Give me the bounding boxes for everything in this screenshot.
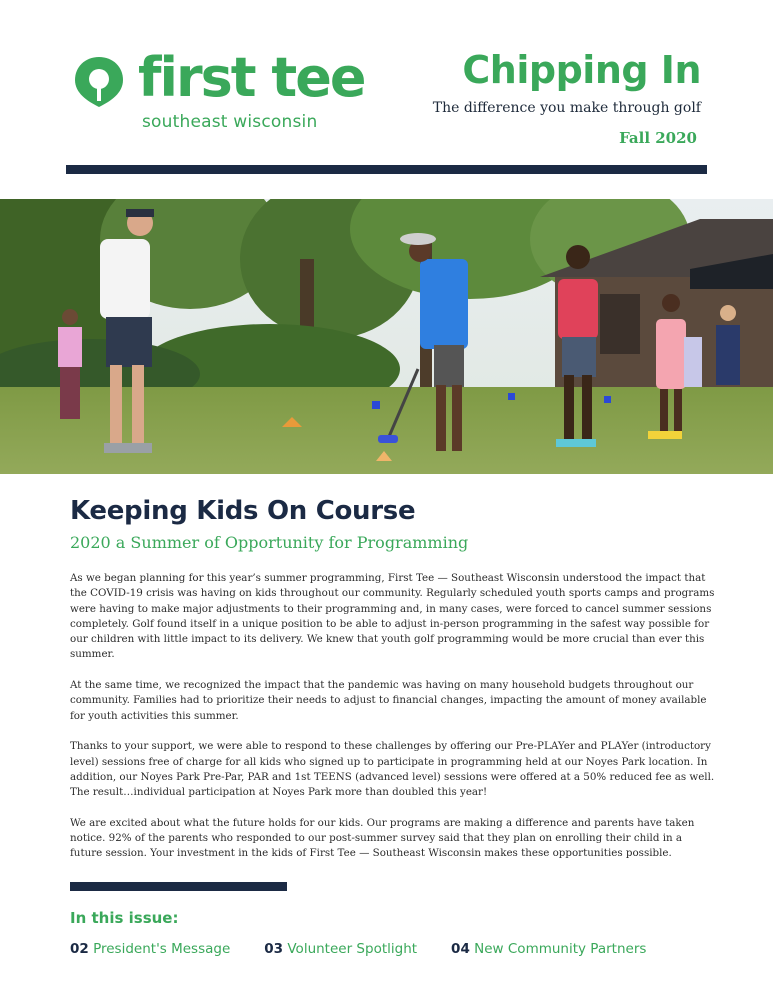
in-this-issue-list [70, 941, 680, 957]
article-paragraph: As we began planning for this year’s summer programming, First Tee — Southeast Wisconsin understood the impact that the COVID-19 crisis was having on kids throughout our community. Regularly scheduled youth sports camps and programs were having to make major adjustments to their programming and, in many cases, were forced to cancel summer sessions completely. Golf found itself in a unique position to be able to adjust in-person programming in the safest way possible for our children with little impact to its delivery. We knew that youth golf programming would be more crucial than ever this summer. [70, 572, 715, 661]
pin-flag-icon [74, 56, 124, 108]
issue-date: Fall 2020 [619, 129, 697, 147]
article-paragraph: We are excited about what the future holds for our kids. Our programs are making a difference and parents have taken notice. 92% of the parents who responded to our post-summer survey said that they plan on enrolling their child in a future session. Your investment in the kids of First Tee — Southeast Wisconsin makes these opportunities possible. [70, 816, 695, 860]
issue-page-number: 03 [264, 941, 284, 957]
issue-label: President's Message [93, 941, 231, 957]
logo-subline: southeast wisconsin [142, 112, 318, 132]
article-paragraph: Thanks to your support, we were able to respond to these challenges by offering our Pre-PLAYer and PLAYer (introductory level) sessions free of charge for all kids who signed up to participate in programming held at our Noyes Park location. In addition, our Noyes Park Pre-Par, PAR and 1st TEENS (advanced level) sessions were offered at a 50% reduced fee as well. The result…individual participation at Noyes Park more than doubled this year! [70, 740, 715, 799]
newsletter-title: Chipping In [462, 48, 701, 92]
newsletter-tagline: The difference you make through golf [432, 100, 701, 116]
golf-scene-illustration [0, 199, 773, 474]
logo-wordmark: first tee [138, 46, 365, 109]
issue-page-number: 04 [451, 941, 470, 957]
footer-divider [70, 882, 287, 891]
issue-link-volunteer-spotlight[interactable] [264, 941, 417, 957]
first-tee-logo [74, 46, 365, 137]
article-subtitle: 2020 a Summer of Opportunity for Programming [70, 533, 469, 552]
issue-link-new-community-partners[interactable] [451, 941, 646, 957]
issue-label: New Community Partners [474, 941, 647, 957]
issue-link-presidents-message[interactable] [70, 941, 230, 957]
header-divider [66, 165, 707, 174]
in-this-issue-heading: In this issue: [70, 909, 179, 927]
article-title: Keeping Kids On Course [70, 496, 416, 526]
issue-label: Volunteer Spotlight [287, 941, 418, 957]
issue-page-number: 02 [70, 941, 89, 957]
article-paragraph: At the same time, we recognized the impact that the pandemic was having on many household budgets throughout our community. Families had to prioritize their needs to adjust to financial changes, impacting the amount of money available for youth activities this summer. [70, 679, 707, 722]
golf-photo [0, 199, 773, 474]
article-body [70, 571, 715, 877]
